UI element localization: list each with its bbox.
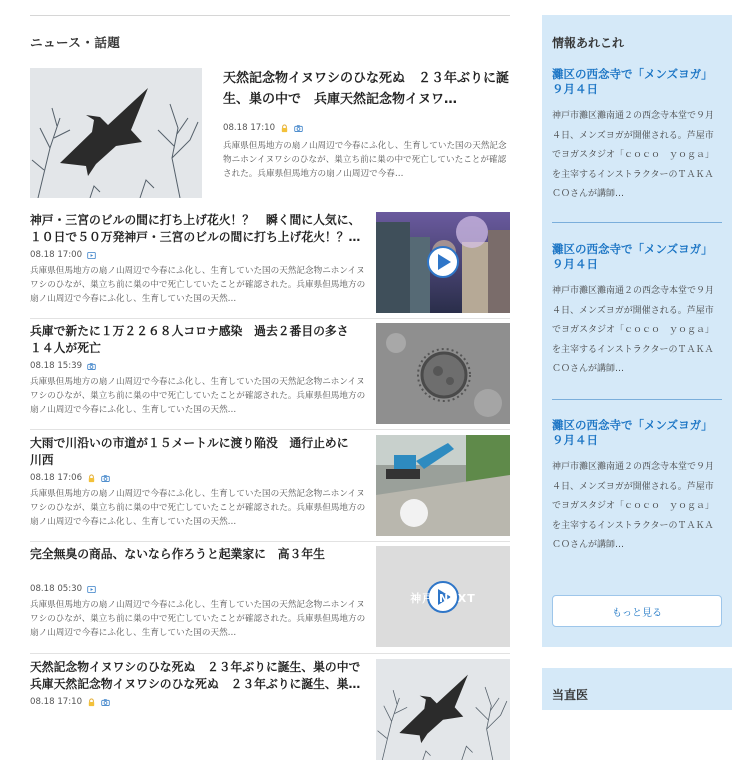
featured-timestamp: 08.18 17:10 [223, 123, 276, 133]
list-item-title[interactable]: 完全無臭の商品、ないなら作ろうと起業家に 高３年生 [30, 547, 325, 561]
camera-icon [87, 362, 96, 371]
list-item-timestamp: 08.18 05:30 [30, 584, 83, 594]
sidebar-item-headline[interactable]: 灘区の西念寺で「メンズヨガ」９月４日 [552, 67, 713, 96]
sidebar-item[interactable] [552, 67, 722, 205]
sidebar-title: 情報あれこれ [552, 36, 625, 50]
divider [30, 541, 510, 542]
sidebar-info [542, 15, 732, 647]
sidebar-item-headline[interactable]: 灘区の西念寺で「メンズヨガ」９月４日 [552, 418, 713, 447]
lock-icon [87, 698, 96, 707]
video-icon [87, 251, 96, 260]
list-item[interactable] [30, 659, 510, 760]
lock-icon [280, 124, 289, 133]
list-item-snippet: 兵庫県但馬地方の扇ノ山周辺で今春にふ化し、生育していた国の天然記念物ニホンイヌワシのひなが、巣立ち前に巣の中で死亡していたことが確認された。兵庫県但馬地方の扇ノ山周辺で今春にふ化し、生育していた国の天然… [30, 600, 366, 638]
list-item[interactable] [30, 546, 510, 647]
divider [30, 318, 510, 319]
section-title: ニュース・話題 [30, 35, 121, 50]
thumbnail-virus[interactable] [376, 323, 510, 424]
sidebar-item-headline[interactable]: 灘区の西念寺で「メンズヨガ」９月４日 [552, 242, 713, 271]
sidebar-divider [552, 222, 722, 223]
sidebar-on-duty-doctor [542, 668, 732, 710]
list-item-title[interactable]: 神戸・三宮のビルの間に打ち上げ花火！？ 瞬く間に人気に、１０日で５０万発神戸・三宮のビルの間に打ち上げ花火！？… [30, 213, 361, 244]
sidebar2-title: 当直医 [552, 688, 589, 702]
lock-icon [87, 474, 96, 483]
video-icon [87, 585, 96, 594]
list-item-snippet: 兵庫県但馬地方の扇ノ山周辺で今春にふ化し、生育していた国の天然記念物ニホンイヌワシのひなが、巣立ち前に巣の中で死亡していたことが確認された。兵庫県但馬地方の扇ノ山周辺で今春にふ化し、生育していた国の天然… [30, 266, 366, 304]
sidebar-item[interactable] [552, 242, 722, 380]
sidebar-item-body: 神戸市灘区灘南通２の西念寺本堂で９月４日、メンズヨガが開催される。芦屋市でヨガスタジオ「ｃｏｃｏ ｙｏｇａ」を主宰するインストラクターのＴＡＫＡＣＯさんが講師… [552, 111, 715, 199]
more-button[interactable]: もっと見る [552, 595, 722, 627]
camera-icon [101, 698, 110, 707]
list-item-timestamp: 08.18 17:00 [30, 250, 83, 260]
main-column [30, 0, 510, 710]
thumbnail-logo-text: 神戸 NEXT [410, 592, 476, 605]
list-item-timestamp: 08.18 15:39 [30, 361, 83, 371]
sidebar-item[interactable] [552, 418, 722, 556]
list-item-snippet: 兵庫県但馬地方の扇ノ山周辺で今春にふ化し、生育していた国の天然記念物ニホンイヌワシのひなが、巣立ち前に巣の中で死亡していたことが確認された。兵庫県但馬地方の扇ノ山周辺で今春にふ化し、生育していた国の天然… [30, 489, 366, 527]
featured-title[interactable]: 天然記念物イヌワシのひな死ぬ ２３年ぶりに誕生、巣の中で 兵庫天然記念物イヌワ… [223, 71, 510, 107]
list-item-title[interactable]: 兵庫で新たに１万２２６８人コロナ感染 過去２番目の多さ １４人が死亡 [30, 324, 361, 355]
list-item-title[interactable]: 天然記念物イヌワシのひな死ぬ ２３年ぶりに誕生、巣の中で 兵庫天然記念物イヌワシのひな死ぬ ２３年ぶりに誕生、巣… [30, 660, 373, 691]
thumbnail-road-collapse[interactable] [376, 435, 510, 536]
thumbnail-eagle[interactable] [376, 659, 510, 760]
list-item[interactable] [30, 435, 510, 536]
featured-article[interactable] [30, 68, 510, 198]
featured-snippet: 兵庫県但馬地方の扇ノ山周辺で今春にふ化し、生育していた国の天然記念物ニホンイヌワシのひなが、巣立ち前に巣の中で死亡していたことが確認された。兵庫県但馬地方の扇ノ山周辺で今春… [223, 141, 507, 179]
sidebar-item-body: 神戸市灘区灘南通２の西念寺本堂で９月４日、メンズヨガが開催される。芦屋市でヨガスタジオ「ｃｏｃｏ ｙｏｇａ」を主宰するインストラクターのＴＡＫＡＣＯさんが講師… [552, 286, 715, 374]
list-item-timestamp: 08.18 17:10 [30, 697, 83, 707]
sidebar-item-body: 神戸市灘区灘南通２の西念寺本堂で９月４日、メンズヨガが開催される。芦屋市でヨガスタジオ「ｃｏｃｏ ｙｏｇａ」を主宰するインストラクターのＴＡＫＡＣＯさんが講師… [552, 462, 715, 550]
thumbnail-kobe-next[interactable] [376, 546, 510, 647]
camera-icon [101, 474, 110, 483]
divider [30, 429, 510, 430]
thumbnail-fireworks[interactable] [376, 212, 510, 313]
divider [30, 653, 510, 654]
list-item[interactable] [30, 212, 510, 313]
featured-thumbnail-eagle[interactable] [30, 68, 202, 198]
sidebar-divider [552, 399, 722, 400]
top-divider [30, 15, 510, 16]
camera-icon [294, 124, 303, 133]
list-item-timestamp: 08.18 17:06 [30, 473, 83, 483]
list-item[interactable] [30, 323, 510, 424]
list-item-snippet: 兵庫県但馬地方の扇ノ山周辺で今春にふ化し、生育していた国の天然記念物ニホンイヌワシのひなが、巣立ち前に巣の中で死亡していたことが確認された。兵庫県但馬地方の扇ノ山周辺で今春にふ化し、生育していた国の天然… [30, 377, 366, 415]
list-item-title[interactable]: 大雨で川沿いの市道が１５メートルに渡り陥没 通行止めに 川西 [30, 436, 361, 467]
